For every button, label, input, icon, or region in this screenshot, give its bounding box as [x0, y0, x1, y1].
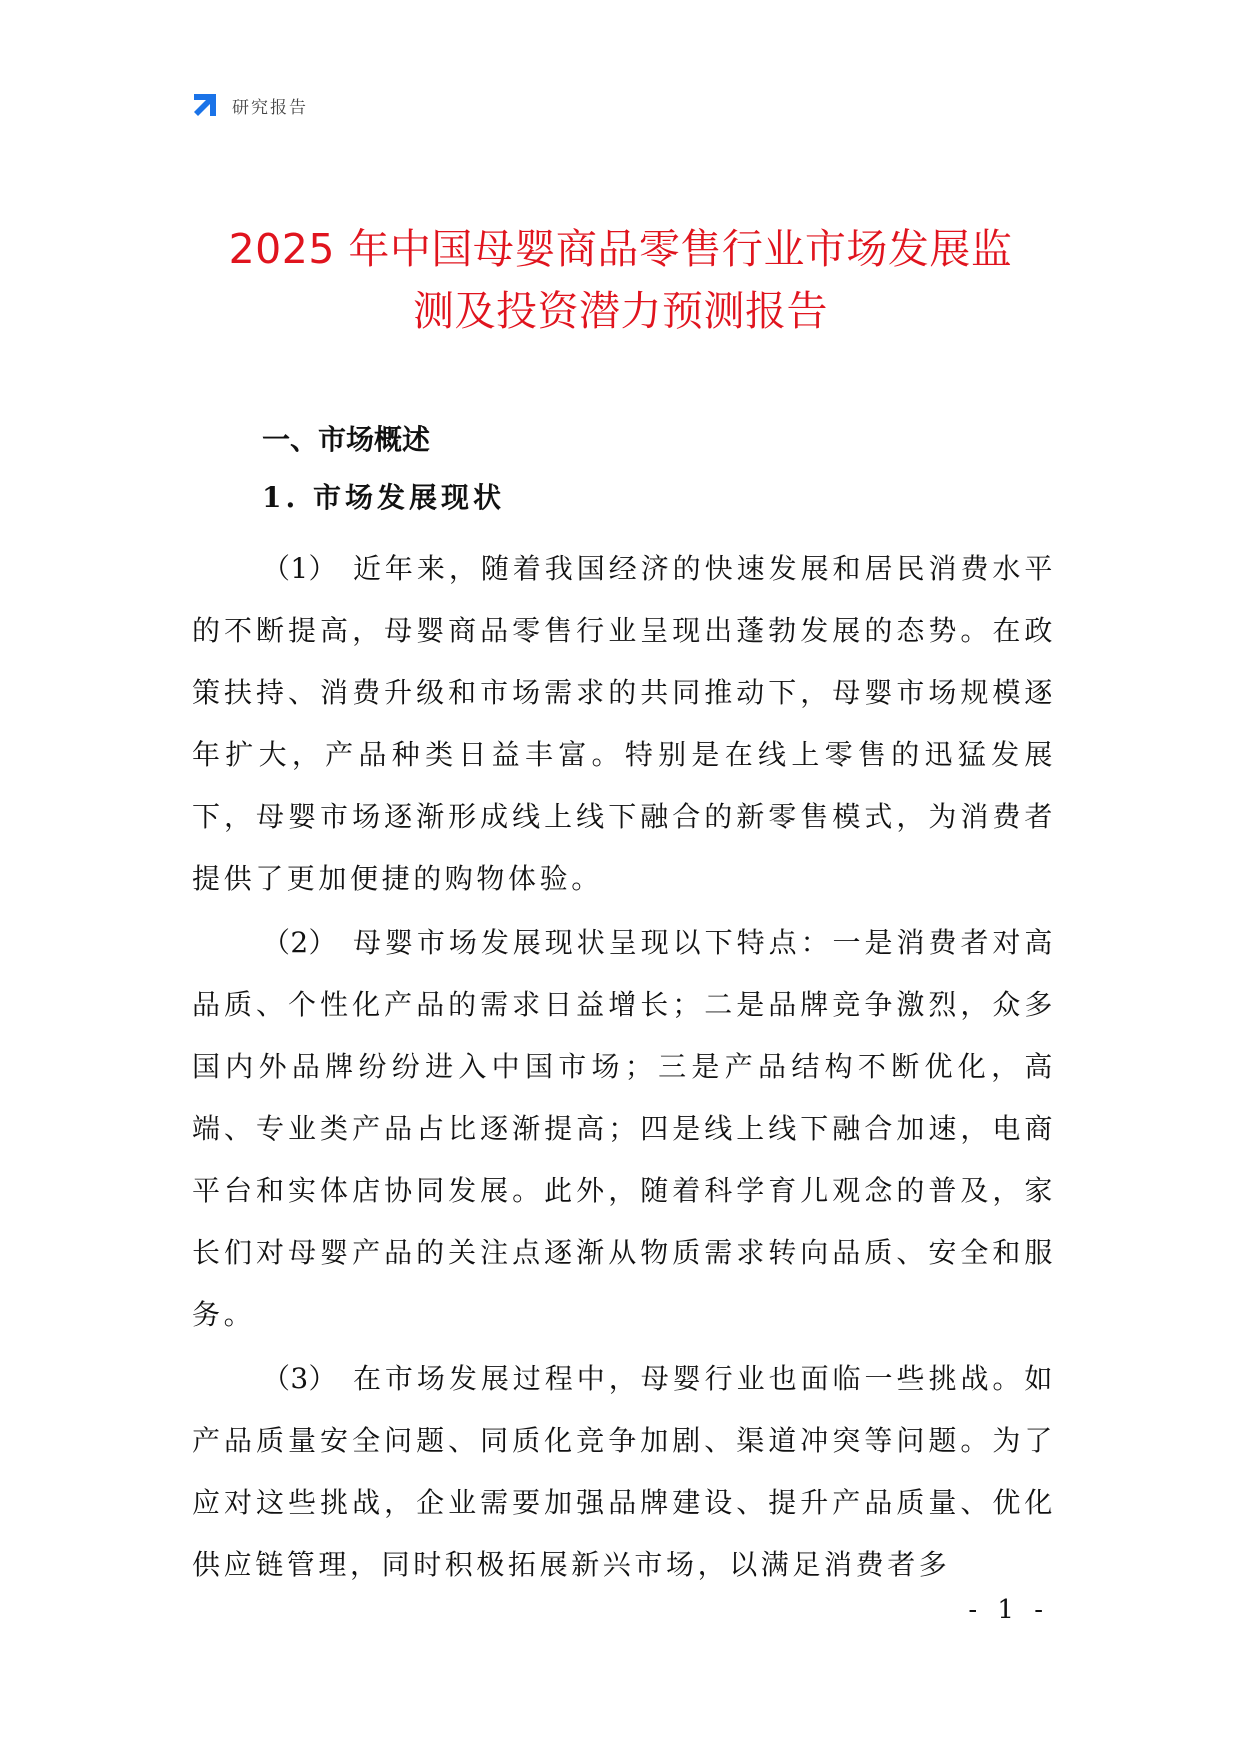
paragraph-text: 近年来，随着我国经济的快速发展和居民消费水平的不断提高，母婴商品零售行业呈现出蓬勃发展的态势。在政策扶持、消费升级和市场需求的共同推动下，母婴市场规模逐年扩大，产品种类日益丰富。特别是在线上零售的迅猛发展下，母婴市场逐渐形成线上线下融合的新零售模式，为消费者提供了更加便捷的购物体验。 [192, 552, 1056, 895]
report-header [190, 88, 308, 122]
section-heading: 一、市场概述 [262, 423, 431, 456]
paragraph-text: 在市场发展过程中，母婴行业也面临一些挑战。如产品质量安全问题、同质化竞争加剧、渠道冲突等问题。为了应对这些挑战，企业需要加强品牌建设、提升产品质量、优化供应链管理，同时积极拓展新兴市场，以满足消费者多 [192, 1362, 1056, 1581]
paragraph-2 [192, 912, 1056, 1346]
report-title [160, 218, 1081, 342]
paragraph-number: （2） [262, 926, 337, 959]
paragraph-number: （1） [262, 552, 337, 585]
paragraph-number: （3） [262, 1362, 337, 1395]
report-body [192, 420, 1056, 1596]
paragraph-1 [192, 538, 1056, 910]
paragraph-text: 母婴市场发展现状呈现以下特点：一是消费者对高品质、个性化产品的需求日益增长；二是品牌竞争激烈，众多国内外品牌纷纷进入中国市场；三是产品结构不断优化，高端、专业类产品占比逐渐提高；四是线上线下融合加速，电商平台和实体店协同发展。此外，随着科学育儿观念的普及，家长们对母婴产品的关注点逐渐从物质需求转向品质、安全和服务。 [192, 926, 1056, 1331]
title-line-1: 2025 年中国母婴商品零售行业市场发展监 [228, 225, 1013, 273]
arrow-logo-icon [190, 90, 220, 120]
title-line-2: 测及投资潜力预测报告 [413, 287, 828, 335]
paragraph-3 [192, 1348, 1056, 1596]
subsection-heading: 1. 市场发展现状 [262, 481, 505, 514]
page-number: - 1 - [968, 1595, 1049, 1625]
header-label: 研究报告 [232, 97, 308, 118]
